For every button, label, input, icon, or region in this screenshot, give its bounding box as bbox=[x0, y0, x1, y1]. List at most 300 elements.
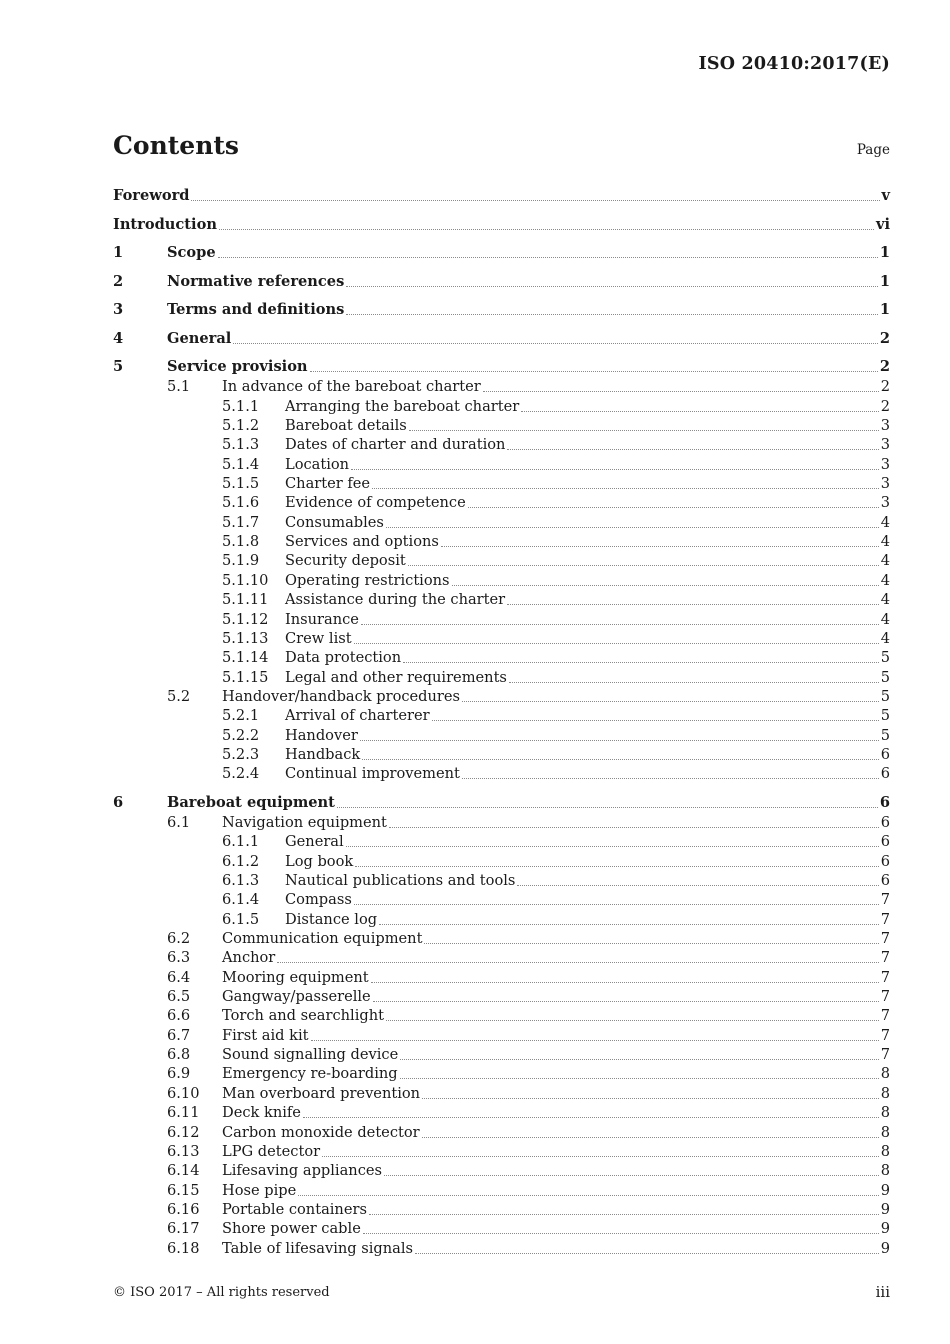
toc-entry[interactable] bbox=[0, 571, 950, 590]
toc-entry-title[interactable]: Nautical publications and tools bbox=[285, 871, 516, 889]
toc-entry-number: 6.1.2 bbox=[222, 852, 260, 870]
toc-entry-number: 6.10 bbox=[167, 1084, 200, 1102]
toc-entry-page[interactable]: 3 bbox=[880, 417, 890, 434]
toc-entry-page[interactable]: 2 bbox=[879, 329, 890, 347]
toc-entry-number: 5.1.1 bbox=[222, 397, 260, 415]
toc-entry-title[interactable]: Services and options bbox=[285, 533, 439, 551]
footer-copyright: © ISO 2017 – All rights reserved bbox=[113, 1285, 330, 1300]
toc-entry-page[interactable]: 8 bbox=[880, 1104, 890, 1122]
dot-leader bbox=[432, 720, 879, 721]
dot-leader bbox=[517, 885, 878, 886]
toc-entry[interactable] bbox=[0, 987, 950, 1006]
toc-entry-title[interactable]: Evidence of competence bbox=[285, 494, 466, 512]
toc-entry[interactable] bbox=[0, 871, 950, 890]
toc-entry-page[interactable]: 5 bbox=[880, 649, 890, 667]
toc-entry-number: 2 bbox=[113, 272, 124, 290]
toc-entry-title[interactable]: Carbon monoxide detector bbox=[222, 1123, 420, 1141]
toc-entry-page[interactable]: 7 bbox=[880, 891, 890, 909]
toc-entry-title[interactable]: Handover/handback procedures bbox=[222, 687, 461, 705]
toc-entry-title[interactable]: Terms and definitions bbox=[167, 301, 345, 318]
dot-leader bbox=[322, 1156, 879, 1157]
toc-entry[interactable] bbox=[0, 455, 950, 474]
toc-entry[interactable] bbox=[0, 832, 950, 851]
toc-entry-page[interactable]: 7 bbox=[880, 1046, 890, 1064]
toc-entry-page[interactable]: 3 bbox=[880, 455, 890, 473]
toc-entry-number: 5.2.3 bbox=[222, 745, 260, 763]
dot-leader bbox=[462, 778, 879, 779]
dot-leader bbox=[191, 200, 879, 201]
toc-entry-title[interactable]: Location bbox=[285, 455, 350, 473]
toc-entry[interactable] bbox=[0, 813, 950, 832]
toc-entry-number: 6.14 bbox=[167, 1162, 200, 1180]
toc-entry-line bbox=[285, 852, 890, 871]
toc-entry-line bbox=[167, 243, 890, 262]
toc-entry[interactable] bbox=[0, 910, 950, 929]
toc-entry-title[interactable]: Emergency re-boarding bbox=[222, 1065, 398, 1083]
toc-entry-line bbox=[285, 871, 890, 890]
dot-leader bbox=[219, 229, 874, 230]
dot-leader bbox=[507, 604, 879, 605]
toc-entry-title[interactable]: Sound signalling device bbox=[222, 1046, 399, 1064]
toc-entry-line bbox=[222, 1103, 890, 1122]
toc-entry[interactable] bbox=[0, 1084, 950, 1103]
toc-entry-title[interactable]: Data protection bbox=[285, 649, 402, 667]
toc-entry-title[interactable]: Man overboard prevention bbox=[222, 1084, 421, 1102]
toc-entry-line bbox=[285, 832, 890, 851]
toc-entry-page[interactable]: 5 bbox=[880, 687, 890, 705]
toc-entry-page[interactable]: 1 bbox=[879, 301, 890, 318]
toc-entry[interactable] bbox=[0, 1161, 950, 1180]
toc-entry-number: 6.1.5 bbox=[222, 910, 260, 928]
toc-entry-line bbox=[222, 377, 890, 396]
toc-entry-line bbox=[167, 272, 890, 291]
toc-entry-number: 6.4 bbox=[167, 968, 191, 986]
toc-entry[interactable] bbox=[0, 1142, 950, 1161]
toc-entry-line bbox=[285, 493, 890, 512]
toc-entry-title[interactable]: Distance log bbox=[285, 910, 378, 928]
dot-leader bbox=[310, 371, 878, 372]
toc-entry-page[interactable]: 6 bbox=[880, 765, 890, 783]
toc-entry[interactable] bbox=[0, 668, 950, 687]
dot-leader bbox=[509, 682, 879, 683]
toc-entry-line bbox=[285, 648, 890, 667]
toc-entry-page[interactable]: 7 bbox=[880, 930, 890, 947]
toc-entry-page[interactable]: 6 bbox=[880, 745, 890, 763]
dot-leader bbox=[363, 1233, 879, 1234]
toc-entry[interactable] bbox=[0, 1123, 950, 1142]
toc-entry-title[interactable]: Service provision bbox=[167, 358, 308, 375]
dot-leader bbox=[372, 488, 879, 489]
dot-leader bbox=[354, 904, 879, 905]
toc-entry-line bbox=[285, 513, 890, 532]
toc-entry-line bbox=[285, 726, 890, 745]
toc-entry-number: 6.5 bbox=[167, 988, 191, 1006]
toc-entry-number: 5.1.7 bbox=[222, 513, 260, 531]
toc-entry[interactable] bbox=[0, 1219, 950, 1238]
toc-entry-line bbox=[285, 551, 890, 570]
toc-entry-title[interactable]: Anchor bbox=[222, 949, 276, 967]
toc-entry[interactable] bbox=[0, 890, 950, 909]
toc-entry[interactable] bbox=[0, 793, 950, 812]
toc-entry-title[interactable]: LPG detector bbox=[222, 1142, 321, 1160]
dot-leader bbox=[379, 924, 879, 925]
toc-entry-line bbox=[222, 987, 890, 1006]
toc-entry[interactable] bbox=[0, 377, 950, 396]
toc-entry-page[interactable]: 2 bbox=[879, 358, 890, 375]
toc-entry-line bbox=[222, 968, 890, 987]
page-title: Contents bbox=[113, 131, 240, 160]
toc-entry[interactable] bbox=[0, 948, 950, 967]
toc-entry-line bbox=[222, 1045, 890, 1064]
dot-leader bbox=[354, 643, 879, 644]
toc-entry-page[interactable]: 5 bbox=[880, 726, 890, 744]
toc-entry-title[interactable]: Charter fee bbox=[285, 475, 371, 493]
toc-entry-number: 6.15 bbox=[167, 1181, 200, 1199]
toc-entry-number: 6.8 bbox=[167, 1046, 191, 1064]
toc-entry-page[interactable]: 4 bbox=[880, 591, 890, 609]
dot-leader bbox=[408, 565, 879, 566]
toc-entry-line bbox=[285, 629, 890, 648]
toc-entry-title[interactable]: Bareboat equipment bbox=[167, 793, 335, 811]
toc-entry-number: 5.1.8 bbox=[222, 533, 260, 551]
toc-entry-number: 6.1 bbox=[167, 813, 191, 831]
dot-leader bbox=[351, 469, 879, 470]
toc-entry-title[interactable]: First aid kit bbox=[222, 1026, 309, 1044]
toc-entry-page[interactable]: 3 bbox=[880, 494, 890, 512]
toc-entry-number: 5.1.6 bbox=[222, 494, 260, 512]
dot-leader bbox=[468, 507, 879, 508]
toc-entry[interactable] bbox=[0, 186, 950, 205]
toc-entry-page[interactable]: 9 bbox=[880, 1239, 890, 1257]
dot-leader bbox=[422, 1137, 879, 1138]
toc-entry[interactable] bbox=[0, 397, 950, 416]
dot-leader bbox=[441, 546, 879, 547]
toc-entry[interactable] bbox=[0, 1026, 950, 1045]
toc-entry-title[interactable]: Log book bbox=[285, 852, 354, 870]
toc-entry-title[interactable]: Security deposit bbox=[285, 552, 406, 570]
toc-entry-title[interactable]: Scope bbox=[167, 244, 216, 261]
toc-entry[interactable] bbox=[0, 493, 950, 512]
toc-entry-number: 5.2.4 bbox=[222, 765, 260, 783]
toc-entry-title[interactable]: Communication equipment bbox=[222, 930, 423, 947]
toc-entry-title[interactable]: Hose pipe bbox=[222, 1181, 297, 1199]
toc-entry-page[interactable]: 3 bbox=[880, 475, 890, 493]
toc-entry-page[interactable]: 7 bbox=[880, 1026, 890, 1044]
toc-entry-page[interactable]: 7 bbox=[880, 949, 890, 967]
toc-entry-line bbox=[285, 571, 890, 590]
toc-entry[interactable] bbox=[0, 272, 950, 291]
toc-entry-title[interactable]: Arranging the bareboat charter bbox=[285, 397, 520, 415]
toc-entry-number: 3 bbox=[113, 301, 124, 318]
toc-entry-title[interactable]: Gangway/passerelle bbox=[222, 988, 371, 1006]
toc-entry-title[interactable]: Deck knife bbox=[222, 1104, 301, 1122]
toc-entry-page[interactable]: 4 bbox=[880, 552, 890, 570]
toc-entry-page[interactable]: 2 bbox=[880, 378, 890, 396]
dot-leader bbox=[298, 1195, 878, 1196]
dot-leader bbox=[346, 846, 879, 847]
toc-entry-number: 6.13 bbox=[167, 1142, 200, 1160]
toc-entry-line bbox=[222, 1006, 890, 1025]
toc-entry-title[interactable]: Continual improvement bbox=[285, 765, 460, 783]
toc-entry-number: 5.1.12 bbox=[222, 610, 269, 628]
toc-entry[interactable] bbox=[0, 1181, 950, 1200]
toc-entry-page[interactable]: 9 bbox=[880, 1181, 890, 1199]
toc-entry-line bbox=[167, 300, 890, 319]
dot-leader bbox=[452, 585, 879, 586]
footer-page-number: iii bbox=[875, 1283, 890, 1301]
toc-entry-line bbox=[222, 1123, 890, 1142]
toc-entry[interactable] bbox=[0, 435, 950, 454]
toc-entry-title[interactable]: Portable containers bbox=[222, 1200, 367, 1218]
toc-entry-line bbox=[285, 764, 890, 783]
toc-entry-line bbox=[222, 1084, 890, 1103]
toc-entry-title[interactable]: General bbox=[285, 833, 344, 851]
toc-entry[interactable] bbox=[0, 1239, 950, 1258]
dot-leader bbox=[218, 257, 878, 258]
toc-entry-page[interactable]: 8 bbox=[880, 1084, 890, 1102]
dot-leader bbox=[422, 1098, 879, 1099]
toc-entry-title[interactable]: Crew list bbox=[285, 629, 352, 647]
toc-entry-line bbox=[285, 532, 890, 551]
toc-entry-page[interactable]: 8 bbox=[880, 1123, 890, 1141]
toc-entry-line bbox=[222, 1064, 890, 1083]
toc-entry-page[interactable]: 1 bbox=[879, 272, 890, 290]
toc-entry[interactable] bbox=[0, 357, 950, 376]
toc-entry-line bbox=[222, 1161, 890, 1180]
toc-entry[interactable] bbox=[0, 764, 950, 783]
toc-entry-number: 6 bbox=[113, 793, 124, 811]
toc-entry-page[interactable]: 4 bbox=[880, 610, 890, 628]
dot-leader bbox=[389, 827, 879, 828]
toc-entry[interactable] bbox=[0, 300, 950, 319]
toc-entry-title[interactable]: Bareboat details bbox=[285, 417, 407, 434]
toc-entry[interactable] bbox=[0, 610, 950, 629]
dot-leader bbox=[360, 740, 879, 741]
toc-entry-page[interactable]: 1 bbox=[879, 244, 890, 261]
toc-entry-page[interactable]: 2 bbox=[880, 397, 890, 415]
dot-leader bbox=[483, 391, 879, 392]
toc-entry[interactable] bbox=[0, 852, 950, 871]
toc-entry-title[interactable]: Arrival of charterer bbox=[285, 707, 430, 725]
toc-entry-page[interactable]: 9 bbox=[880, 1200, 890, 1218]
dot-leader bbox=[400, 1059, 878, 1060]
toc-entry-title[interactable]: Insurance bbox=[285, 610, 359, 628]
toc-entry-title[interactable]: Normative references bbox=[167, 272, 345, 290]
toc-entry[interactable] bbox=[0, 648, 950, 667]
toc-entry-page[interactable]: 4 bbox=[880, 513, 890, 531]
toc-entry-title[interactable]: Lifesaving appliances bbox=[222, 1162, 382, 1180]
toc-entry-line bbox=[222, 1239, 890, 1258]
toc-entry[interactable] bbox=[0, 726, 950, 745]
toc-entry[interactable] bbox=[0, 745, 950, 764]
toc-entry[interactable] bbox=[0, 532, 950, 551]
document-id: ISO 20410:2017(E) bbox=[698, 54, 890, 74]
toc-entry-line bbox=[222, 687, 890, 706]
toc-entry-line bbox=[113, 186, 890, 205]
toc-entry[interactable] bbox=[0, 215, 950, 234]
toc-entry-number: 6.1.3 bbox=[222, 871, 260, 889]
toc-entry-title[interactable]: Legal and other requirements bbox=[285, 668, 507, 686]
toc-entry-page[interactable]: 8 bbox=[880, 1065, 890, 1083]
toc-entry-number: 6.6 bbox=[167, 1007, 191, 1025]
toc-entry-number: 5.1.14 bbox=[222, 649, 269, 667]
toc-entry-number: 6.1.1 bbox=[222, 833, 260, 851]
toc-entry-number: 5.1.9 bbox=[222, 552, 260, 570]
toc-entry-title[interactable]: Handover bbox=[285, 726, 358, 744]
toc-entry-page[interactable]: v bbox=[881, 187, 890, 204]
toc-entry-number: 6.9 bbox=[167, 1065, 191, 1083]
toc-entry-number: 5.2.1 bbox=[222, 707, 260, 725]
toc-entry-line bbox=[222, 1200, 890, 1219]
toc-entry-page[interactable]: 6 bbox=[880, 833, 890, 851]
toc-entry-line bbox=[285, 745, 890, 764]
toc-entry-number: 6.12 bbox=[167, 1123, 200, 1141]
toc-entry[interactable] bbox=[0, 968, 950, 987]
toc-entry[interactable] bbox=[0, 474, 950, 493]
toc-entry-title[interactable]: Operating restrictions bbox=[285, 571, 450, 589]
toc-entry[interactable] bbox=[0, 706, 950, 725]
toc-entry-line bbox=[285, 416, 890, 435]
toc-entry-number: 6.7 bbox=[167, 1026, 191, 1044]
toc-entry-line bbox=[285, 474, 890, 493]
toc-entry-line bbox=[222, 1219, 890, 1238]
toc-entry-title[interactable]: Compass bbox=[285, 891, 352, 909]
toc-entry-page[interactable]: 6 bbox=[880, 871, 890, 889]
dot-leader bbox=[346, 286, 878, 287]
toc-entry[interactable] bbox=[0, 1200, 950, 1219]
toc-entry-line bbox=[222, 948, 890, 967]
toc-entry[interactable] bbox=[0, 687, 950, 706]
toc-entry-page[interactable]: 9 bbox=[880, 1220, 890, 1238]
toc-entry[interactable] bbox=[0, 1064, 950, 1083]
toc-entry-number: 6.1.4 bbox=[222, 891, 260, 909]
dot-leader bbox=[355, 866, 878, 867]
toc-entry-number: 5.1.3 bbox=[222, 436, 260, 454]
dot-leader bbox=[415, 1253, 879, 1254]
toc-entry-line bbox=[285, 590, 890, 609]
toc-entry-number: 5.1.2 bbox=[222, 417, 260, 434]
toc-entry-page[interactable]: 4 bbox=[880, 533, 890, 551]
toc-entry-line bbox=[285, 890, 890, 909]
page-column-label: Page bbox=[856, 142, 890, 158]
toc-entry-title[interactable]: Mooring equipment bbox=[222, 968, 369, 986]
dot-leader bbox=[373, 1001, 879, 1002]
toc-entry-number: 5.1.4 bbox=[222, 455, 260, 473]
toc-entry-line bbox=[167, 357, 890, 376]
toc-entry[interactable] bbox=[0, 1045, 950, 1064]
toc-entry[interactable] bbox=[0, 513, 950, 532]
toc-entry[interactable] bbox=[0, 551, 950, 570]
toc-entry-title[interactable]: Consumables bbox=[285, 513, 384, 531]
toc-entry-title[interactable]: Assistance during the charter bbox=[285, 591, 506, 609]
toc-entry[interactable] bbox=[0, 329, 950, 348]
toc-entry-page[interactable]: 8 bbox=[880, 1142, 890, 1160]
toc-entry-title[interactable]: Table of lifesaving signals bbox=[222, 1239, 414, 1257]
dot-leader bbox=[346, 314, 877, 315]
toc-entry-title[interactable]: Shore power cable bbox=[222, 1220, 361, 1238]
toc-entry-line bbox=[167, 329, 890, 348]
toc-entry-page[interactable]: 4 bbox=[880, 629, 890, 647]
toc-entry[interactable] bbox=[0, 1103, 950, 1122]
toc-entry-line bbox=[113, 215, 890, 234]
toc-entry-page[interactable]: 5 bbox=[880, 668, 890, 686]
toc-entry-line bbox=[222, 929, 890, 948]
dot-leader bbox=[403, 662, 879, 663]
toc-entry[interactable] bbox=[0, 629, 950, 648]
toc-entry-page[interactable]: 7 bbox=[880, 968, 890, 986]
toc-entry-line bbox=[285, 610, 890, 629]
toc-entry-number: 5.1.10 bbox=[222, 571, 269, 589]
dot-leader bbox=[311, 1040, 879, 1041]
toc-entry-page[interactable]: 4 bbox=[880, 571, 890, 589]
toc-entry-number: 6.2 bbox=[167, 930, 191, 947]
toc-entry[interactable] bbox=[0, 590, 950, 609]
toc-entry-number: 6.16 bbox=[167, 1200, 200, 1218]
toc-entry[interactable] bbox=[0, 416, 950, 435]
toc-entry-line bbox=[285, 435, 890, 454]
toc-entry-title[interactable]: Torch and searchlight bbox=[222, 1007, 384, 1025]
toc-entry-page[interactable]: 7 bbox=[880, 1007, 890, 1025]
toc-entry-line bbox=[285, 706, 890, 725]
toc-entry-title[interactable]: Dates of charter and duration bbox=[285, 436, 506, 454]
toc-entry-page[interactable]: 6 bbox=[879, 793, 890, 811]
toc-entry-page[interactable]: 7 bbox=[880, 910, 890, 928]
toc-entry-title[interactable]: Navigation equipment bbox=[222, 813, 387, 831]
toc-entry[interactable] bbox=[0, 243, 950, 262]
toc-entry-page[interactable]: 7 bbox=[880, 988, 890, 1006]
toc-entry-page[interactable]: 6 bbox=[880, 852, 890, 870]
toc-entry-title[interactable]: General bbox=[167, 329, 232, 347]
toc-entry-number: 5.2.2 bbox=[222, 726, 260, 744]
toc-entry-line bbox=[285, 455, 890, 474]
toc-entry-page[interactable]: 8 bbox=[880, 1162, 890, 1180]
toc-entry-line bbox=[285, 397, 890, 416]
toc-entry-page[interactable]: 6 bbox=[880, 813, 890, 831]
toc-entry[interactable] bbox=[0, 1006, 950, 1025]
toc-entry-number: 5.2 bbox=[167, 687, 191, 705]
dot-leader bbox=[400, 1078, 879, 1079]
dot-leader bbox=[371, 982, 879, 983]
toc-entry-line bbox=[222, 1181, 890, 1200]
toc-entry-number: 6.11 bbox=[167, 1104, 200, 1122]
toc-entry-page[interactable]: 5 bbox=[880, 707, 890, 725]
toc-entry-number: 6.3 bbox=[167, 949, 191, 967]
dot-leader bbox=[277, 962, 878, 963]
toc-entry-title[interactable]: Handback bbox=[285, 745, 361, 763]
dot-leader bbox=[361, 624, 879, 625]
toc-entry-line bbox=[285, 668, 890, 687]
toc-entry-line bbox=[285, 910, 890, 929]
toc-entry-number: 4 bbox=[113, 329, 124, 347]
toc-entry-number: 6.17 bbox=[167, 1220, 200, 1238]
toc-entry-line bbox=[222, 1142, 890, 1161]
toc-entry-number: 5.1 bbox=[167, 378, 191, 396]
toc-entry-title[interactable]: Introduction bbox=[113, 215, 217, 233]
dot-leader bbox=[424, 943, 878, 944]
toc-entry[interactable] bbox=[0, 929, 950, 948]
toc-entry-number: 6.18 bbox=[167, 1239, 200, 1257]
dot-leader bbox=[521, 411, 878, 412]
dot-leader bbox=[362, 759, 878, 760]
toc-entry-title[interactable]: In advance of the bareboat charter bbox=[222, 378, 481, 396]
toc-entry-page[interactable]: 3 bbox=[880, 436, 890, 454]
toc-entry-title[interactable]: Foreword bbox=[113, 187, 190, 204]
dot-leader bbox=[386, 1020, 879, 1021]
dot-leader bbox=[409, 430, 879, 431]
dot-leader bbox=[369, 1214, 879, 1215]
toc-entry-line bbox=[222, 1026, 890, 1045]
toc-entry-page[interactable]: vi bbox=[875, 215, 890, 233]
